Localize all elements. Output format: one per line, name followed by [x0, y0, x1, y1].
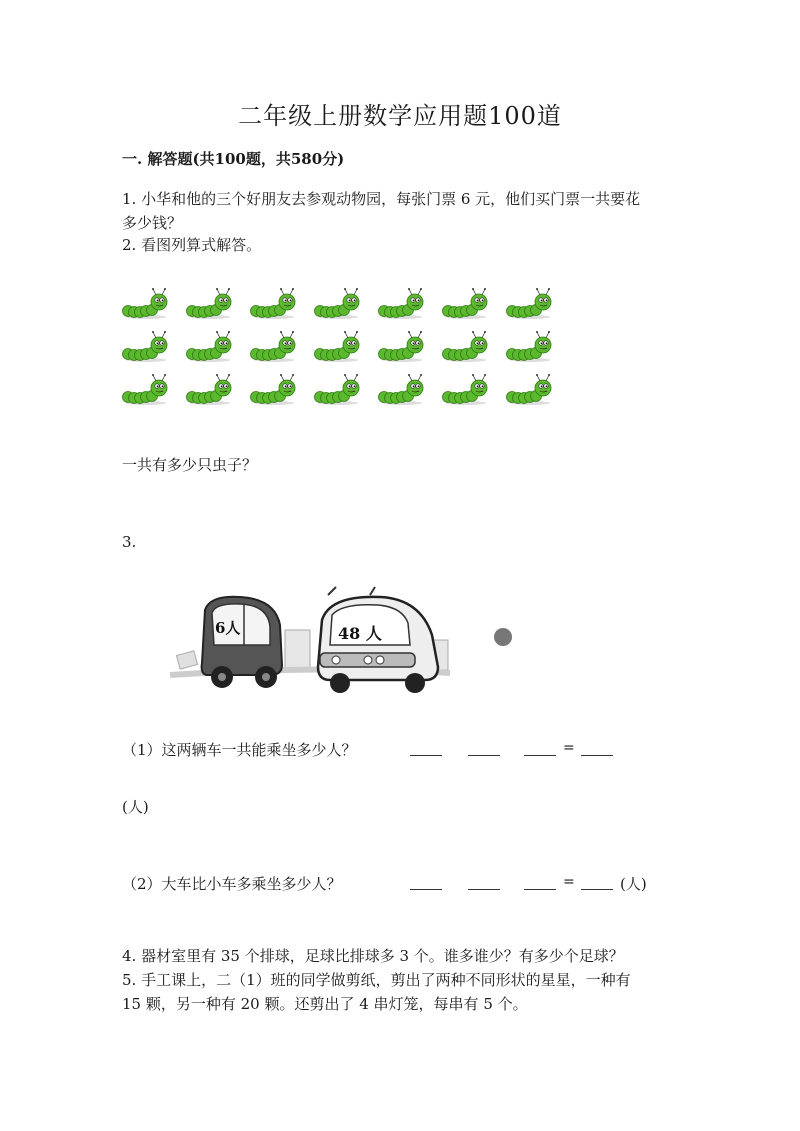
- equals-sign: =: [563, 874, 575, 890]
- caterpillar-icon: [378, 286, 426, 320]
- caterpillar-icon: [186, 372, 234, 406]
- caterpillar-icon: [442, 329, 490, 363]
- page-title: 二年级上册数学应用题100道: [238, 102, 562, 130]
- bus-label: 48 人: [338, 624, 382, 643]
- question-3-part-1-unit: (人): [122, 798, 149, 816]
- equals-sign: =: [563, 740, 575, 756]
- answer-blank[interactable]: [524, 741, 556, 756]
- caterpillar-icon: [250, 286, 298, 320]
- answer-blank[interactable]: [524, 875, 556, 890]
- question-2-question: 一共有多少只虫子？: [122, 456, 258, 474]
- answer-blank[interactable]: [410, 741, 442, 756]
- section-heading: 一. 解答题(共100题，共580分): [122, 150, 345, 168]
- vehicles-picture: [170, 585, 520, 695]
- question-4-text: 4. 器材室里有 35 个排球，足球比排球多 3 个。谁多谁少？有多少个足球？: [122, 947, 624, 965]
- question-3-part-1-text: （1）这两辆车一共能乘坐多少人？: [122, 741, 357, 759]
- ball: [494, 628, 512, 646]
- question-2-label: 2. 看图列算式解答。: [122, 236, 262, 254]
- small-car-label: 6人: [215, 619, 241, 637]
- question-5-line-2: 15 颗，另一种有 20 颗。还剪出了 4 串灯笼，每串有 5 个。: [122, 995, 528, 1013]
- caterpillar-icon: [122, 286, 170, 320]
- caterpillar-icon: [442, 286, 490, 320]
- question-3-label: 3.: [122, 533, 137, 551]
- caterpillar-icon: [506, 286, 554, 320]
- caterpillar-icon: [378, 329, 426, 363]
- answer-blank[interactable]: [468, 875, 500, 890]
- caterpillar-icon: [314, 329, 362, 363]
- caterpillar-icon: [314, 372, 362, 406]
- caterpillar-icon: [250, 372, 298, 406]
- question-3-part-2-text: （2）大车比小车多乘坐多少人？: [122, 875, 342, 893]
- answer-blank[interactable]: [468, 741, 500, 756]
- caterpillar-icon: [506, 329, 554, 363]
- question-5-line-1: 5. 手工课上，二（1）班的同学做剪纸，剪出了两种不同形状的星星，一种有: [122, 971, 631, 989]
- question-3-part-2-unit: (人): [620, 875, 647, 893]
- caterpillar-icon: [122, 329, 170, 363]
- bus: [318, 587, 438, 693]
- caterpillar-icon: [122, 372, 170, 406]
- small-car: [202, 597, 282, 688]
- caterpillar-icon: [250, 329, 298, 363]
- caterpillar-icon: [378, 372, 426, 406]
- caterpillar-icon: [442, 372, 490, 406]
- question-1-line-1: 1. 小华和他的三个好朋友去参观动物园，每张门票 6 元，他们买门票一共要花: [122, 190, 641, 208]
- question-1-line-2: 多少钱？: [122, 214, 183, 232]
- caterpillar-icon: [506, 372, 554, 406]
- answer-blank[interactable]: [581, 875, 613, 890]
- answer-blank[interactable]: [410, 875, 442, 890]
- caterpillar-icon: [186, 286, 234, 320]
- answer-blank[interactable]: [581, 741, 613, 756]
- caterpillar-picture: [122, 286, 567, 412]
- caterpillar-icon: [186, 329, 234, 363]
- caterpillar-icon: [314, 286, 362, 320]
